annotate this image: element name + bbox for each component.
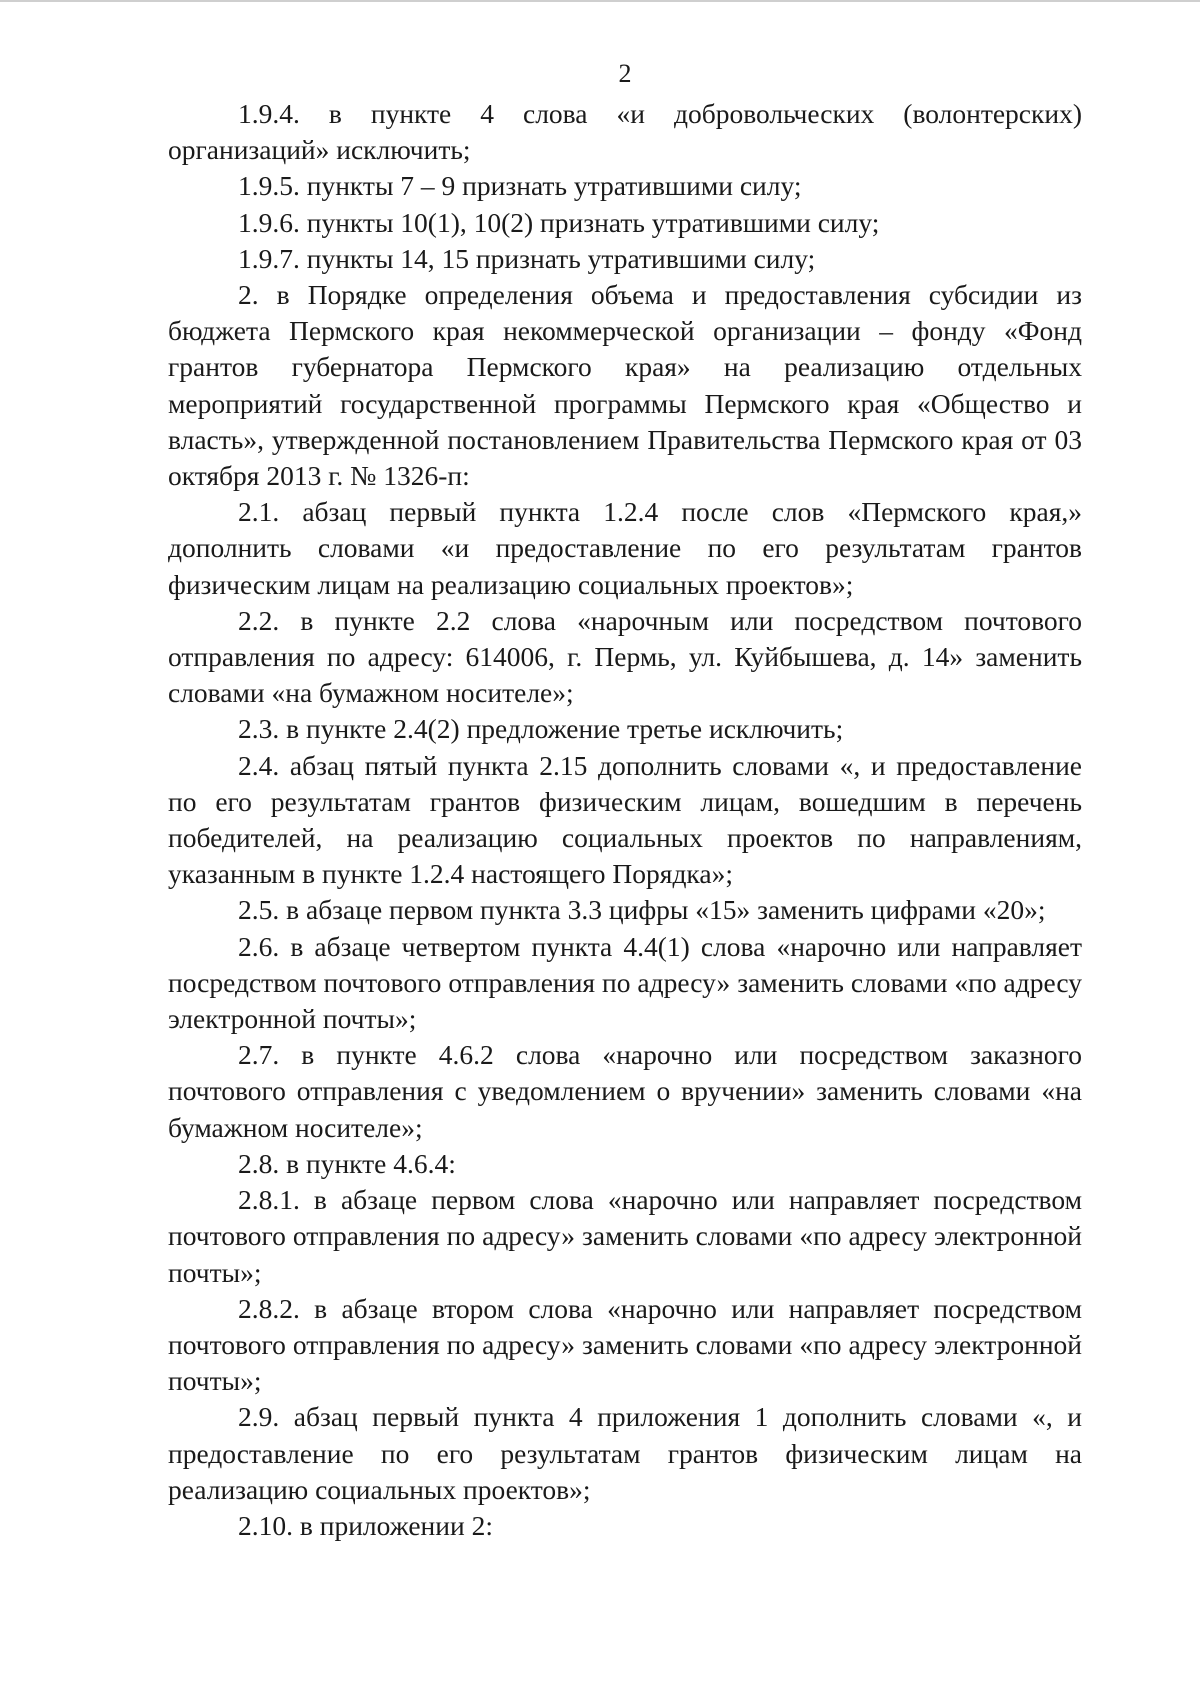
paragraph-1-9-5: 1.9.5. пункты 7 – 9 признать утратившими силу; xyxy=(238,170,802,202)
paragraph-2-10: 2.10. в приложении 2: xyxy=(238,1509,493,1541)
document-page xyxy=(168,52,1082,1544)
paragraph-2-7: 2.7. в пункте 4.6.2 слова «нарочно или посредством заказного почтового отправления с уведомлением о вручении» заменить словами «на бумажном носителе»; xyxy=(168,1039,1082,1143)
paragraph-1-9-4: 1.9.4. в пункте 4 слова «и добровольческих (волонтерских) организаций» исключить; xyxy=(168,98,1082,166)
paragraph-2-3: 2.3. в пункте 2.4(2) предложение третье исключить; xyxy=(238,713,844,745)
paragraph-2-1: 2.1. абзац первый пункта 1.2.4 после слов «Пермского края,» дополнить словами «и предоставление по его результатам грантов физическим лицам на реализацию социальных проектов»; xyxy=(168,496,1082,600)
scan-top-edge xyxy=(0,0,1200,2)
paragraph-2-5: 2.5. в абзаце первом пункта 3.3 цифры «15» заменить цифрами «20»; xyxy=(238,894,1046,926)
paragraph-2-8-1: 2.8.1. в абзаце первом слова «нарочно или направляет посредством почтового отправления по адресу» заменить словами «по адресу электронной почты»; xyxy=(168,1184,1082,1288)
paragraph-2-9: 2.9. абзац первый пункта 4 приложения 1 дополнить словами «, и предоставление по его результатам грантов физическим лицам на реализацию социальных проектов»; xyxy=(168,1401,1082,1505)
paragraph-2-2: 2.2. в пункте 2.2 слова «нарочным или посредством почтового отправления по адресу: 614006, г. Пермь, ул. Куйбышева, д. 14» заменить словами «на бумажном носителе»; xyxy=(168,604,1082,709)
page-number: 2 xyxy=(618,59,632,88)
paragraph-1-9-6: 1.9.6. пункты 10(1), 10(2) признать утратившими силу; xyxy=(238,206,880,238)
paragraph-1-9-7: 1.9.7. пункты 14, 15 признать утратившими силу; xyxy=(238,242,816,274)
paragraph-2-4: 2.4. абзац пятый пункта 2.15 дополнить словами «, и предоставление по его результатам грантов физическим лицам, вошедшим в перечень победителей, на реализацию социальных проектов по направлениям, указанным в пункте 1.2.4 настоящего Порядка»; xyxy=(168,749,1082,890)
paragraph-2-8-2: 2.8.2. в абзаце втором слова «нарочно или направляет посредством почтового отправления по адресу» заменить словами «по адресу электронной почты»; xyxy=(168,1292,1082,1397)
paragraph-2: 2. в Порядке определения объема и предоставления субсидии из бюджета Пермского края некоммерческой организации – фонду «Фонд грантов губернатора Пермского края» на реализацию отдельных мероприятий государственной программы Пермского края «Общество и власть», утвержденной постановлением Правительства Пермского края от 03 октября 2013 г. № 1326-п: xyxy=(168,279,1082,492)
paragraph-2-8: 2.8. в пункте 4.6.4: xyxy=(238,1147,456,1179)
paragraph-2-6: 2.6. в абзаце четвертом пункта 4.4(1) слова «нарочно или направляет посредством почтового отправления по адресу» заменить словами «по адресу электронной почты»; xyxy=(168,930,1082,1035)
